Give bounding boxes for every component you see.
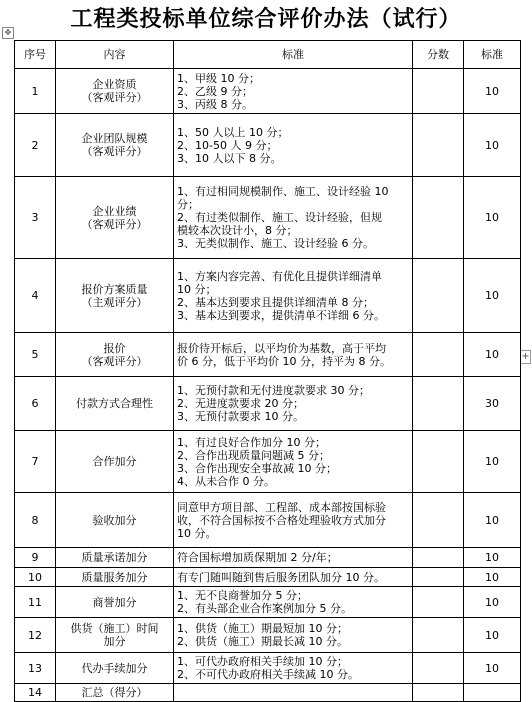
content-cell xyxy=(56,568,174,587)
content-label: 报价 xyxy=(103,341,126,355)
row-number-cell: 7 xyxy=(15,431,56,493)
content-sub-label: （客观评分） xyxy=(81,217,148,231)
standard-cell xyxy=(174,333,413,377)
content-cell xyxy=(56,114,174,177)
table-row xyxy=(15,259,521,333)
score-cell xyxy=(413,653,464,684)
table-row xyxy=(15,568,521,587)
content-cell xyxy=(56,653,174,684)
standard-line: 1、方案内容完善、有优化且提供详细清单 xyxy=(177,269,382,283)
standard-cell xyxy=(174,259,413,333)
score-cell xyxy=(413,431,464,493)
content-cell xyxy=(56,177,174,259)
content-label: 商誉加分 xyxy=(92,595,137,609)
row-number-cell: 13 xyxy=(15,653,56,684)
standard-line: 2、10-50 人 9 分； xyxy=(177,138,278,152)
standard-line: 3、10 人以下 8 分。 xyxy=(177,151,282,165)
standard-line: 4、从未合作 0 分。 xyxy=(177,474,275,488)
standard-line: 1、无不良商誉加分 5 分； xyxy=(177,589,308,602)
standard-line: 2、有头部企业合作案例加分 5 分。 xyxy=(177,602,352,615)
points-cell: 10 xyxy=(464,587,521,618)
points-cell: 10 xyxy=(464,177,521,259)
standard-line: 2、乙级 9 分； xyxy=(177,84,253,98)
standard-line: 3、无类似制作、施工、设计经验 6 分。 xyxy=(177,237,374,250)
table-row xyxy=(15,177,521,259)
content-cell xyxy=(56,493,174,548)
table-row xyxy=(15,333,521,377)
standard-line: 1、无预付款和无付进度款要求 30 分； xyxy=(177,384,370,397)
points-cell: 10 xyxy=(464,114,521,177)
score-cell xyxy=(413,114,464,177)
standard-line: 1、供货（施工）期最短加 10 分； xyxy=(177,622,348,635)
content-cell xyxy=(56,548,174,568)
header-standard: 标准 xyxy=(174,41,413,69)
points-cell: 10 xyxy=(464,259,521,333)
content-cell xyxy=(56,684,174,702)
content-label: 供货（施工）时间 xyxy=(70,622,159,635)
standard-line: 3、基本达到要求，提供清单不详细 6 分。 xyxy=(177,308,385,322)
standard-line: 有专门随叫随到售后服务团队加分 10 分。 xyxy=(177,570,385,584)
standard-line: 模较本次设计小，8 分； xyxy=(177,224,298,237)
content-cell xyxy=(56,377,174,431)
row-number-cell: 8 xyxy=(15,493,56,548)
standard-line: 报价待开标后，以平均价为基数，高于平均 xyxy=(177,341,386,355)
standard-cell xyxy=(174,548,413,568)
score-cell xyxy=(413,333,464,377)
content-label: 汇总（得分） xyxy=(81,686,148,699)
table-row xyxy=(15,493,521,548)
row-number-cell: 12 xyxy=(15,618,56,653)
points-cell xyxy=(464,684,521,702)
content-label: 合作加分 xyxy=(92,455,137,468)
table-row xyxy=(15,653,521,684)
row-number-cell: 10 xyxy=(15,568,56,587)
standard-line: 符合国标增加质保期加 2 分/年； xyxy=(177,551,338,564)
standard-line: 1、有过良好合作加分 10 分； xyxy=(177,435,326,449)
standard-line: 2、供货（施工）期最长减 10 分。 xyxy=(177,635,348,648)
standard-cell xyxy=(174,653,413,684)
table-row xyxy=(15,69,521,114)
standard-line: 3、合作出现安全事故减 10 分； xyxy=(177,461,337,475)
header-no: 序号 xyxy=(15,41,56,69)
content-cell xyxy=(56,259,174,333)
content-label: 验收加分 xyxy=(92,513,137,527)
content-cell xyxy=(56,618,174,653)
standard-line: 3、丙级 8 分。 xyxy=(177,97,253,111)
points-cell: 10 xyxy=(464,618,521,653)
points-cell: 10 xyxy=(464,653,521,684)
score-cell xyxy=(413,377,464,431)
content-label: 企业业绩 xyxy=(92,204,137,218)
content-sub-label: 加分 xyxy=(103,635,126,648)
table-row xyxy=(15,377,521,431)
header-points: 标准 xyxy=(464,41,521,69)
score-cell xyxy=(413,568,464,587)
table-resize-handle-icon[interactable]: + xyxy=(521,351,530,362)
row-number-cell: 2 xyxy=(15,114,56,177)
row-number-cell: 14 xyxy=(15,684,56,702)
score-cell xyxy=(413,69,464,114)
standard-line: 3、无预付款要求 10 分。 xyxy=(177,410,304,423)
content-label: 报价方案质量 xyxy=(81,282,148,296)
header-content: 内容 xyxy=(56,41,174,69)
evaluation-table xyxy=(14,40,521,702)
table-row xyxy=(15,587,521,618)
document-title: 工程类投标单位综合评价办法（试行） xyxy=(70,6,462,32)
table-row xyxy=(15,684,521,702)
points-cell: 10 xyxy=(464,568,521,587)
row-number-cell: 9 xyxy=(15,548,56,568)
table-row xyxy=(15,548,521,568)
standard-cell xyxy=(174,69,413,114)
standard-line: 10 分； xyxy=(177,282,217,296)
standard-line: 2、无进度款要求 20 分； xyxy=(177,397,304,410)
standard-line: 1、可代办政府相关手续加 10 分； xyxy=(177,655,348,668)
row-number-cell: 3 xyxy=(15,177,56,259)
standard-line: 10 分。 xyxy=(177,526,217,540)
content-sub-label: （客观评分） xyxy=(81,91,148,104)
standard-line: 收，不符合国标按不合格处理验收方式加分 xyxy=(177,513,386,527)
standard-cell xyxy=(174,431,413,493)
row-number-cell: 11 xyxy=(15,587,56,618)
standard-cell xyxy=(174,587,413,618)
table-row xyxy=(15,114,521,177)
standard-cell xyxy=(174,618,413,653)
standard-cell xyxy=(174,377,413,431)
content-cell xyxy=(56,431,174,493)
standard-line: 同意甲方项目部、工程部、成本部按国标验 xyxy=(177,500,386,514)
content-cell xyxy=(56,587,174,618)
standard-cell xyxy=(174,114,413,177)
content-label: 企业团队规模 xyxy=(81,132,148,145)
row-number-cell: 1 xyxy=(15,69,56,114)
score-cell xyxy=(413,618,464,653)
standard-cell xyxy=(174,568,413,587)
content-label: 代办手续加分 xyxy=(81,661,148,675)
content-cell xyxy=(56,69,174,114)
table-move-handle-icon[interactable]: ✥ xyxy=(2,27,14,39)
points-cell: 10 xyxy=(464,548,521,568)
table-header-row xyxy=(15,41,521,69)
table-row xyxy=(15,431,521,493)
row-number-cell: 4 xyxy=(15,259,56,333)
points-cell: 10 xyxy=(464,333,521,377)
standard-line: 1、50 人以上 10 分； xyxy=(177,125,289,139)
points-cell: 10 xyxy=(464,493,521,548)
score-cell xyxy=(413,259,464,333)
standard-cell xyxy=(174,493,413,548)
standard-line: 2、合作出现质量问题减 5 分； xyxy=(177,448,330,462)
standard-line: 2、基本达到要求且提供详细清单 8 分； xyxy=(177,295,374,309)
score-cell xyxy=(413,548,464,568)
content-sub-label: （主观评分） xyxy=(81,295,148,309)
score-cell xyxy=(413,684,464,702)
content-label: 付款方式合理性 xyxy=(76,397,153,410)
standard-line: 2、不可代办政府相关手续减 10 分。 xyxy=(177,668,359,681)
points-cell: 10 xyxy=(464,69,521,114)
points-cell: 10 xyxy=(464,431,521,493)
standard-line: 1、甲级 10 分； xyxy=(177,71,260,85)
row-number-cell: 6 xyxy=(15,377,56,431)
score-cell xyxy=(413,587,464,618)
standard-line: 分； xyxy=(177,198,199,211)
score-cell xyxy=(413,177,464,259)
points-cell: 30 xyxy=(464,377,521,431)
standard-cell xyxy=(174,177,413,259)
standard-line: 价 6 分，低于平均价 10 分，持平为 8 分。 xyxy=(177,354,391,368)
standard-cell xyxy=(174,684,413,702)
content-label: 企业资质 xyxy=(92,78,137,91)
standard-line: 2、有过类似制作、施工、设计经验，但规 xyxy=(177,211,382,224)
content-label: 质量服务加分 xyxy=(81,570,148,584)
content-cell xyxy=(56,333,174,377)
content-sub-label: （客观评分） xyxy=(81,354,148,368)
content-sub-label: （客观评分） xyxy=(81,145,148,158)
content-label: 质量承诺加分 xyxy=(81,551,148,564)
table-row xyxy=(15,618,521,653)
row-number-cell: 5 xyxy=(15,333,56,377)
score-cell xyxy=(413,493,464,548)
standard-line: 1、有过相同规模制作、施工、设计经验 10 xyxy=(177,185,389,198)
header-score: 分数 xyxy=(413,41,464,69)
